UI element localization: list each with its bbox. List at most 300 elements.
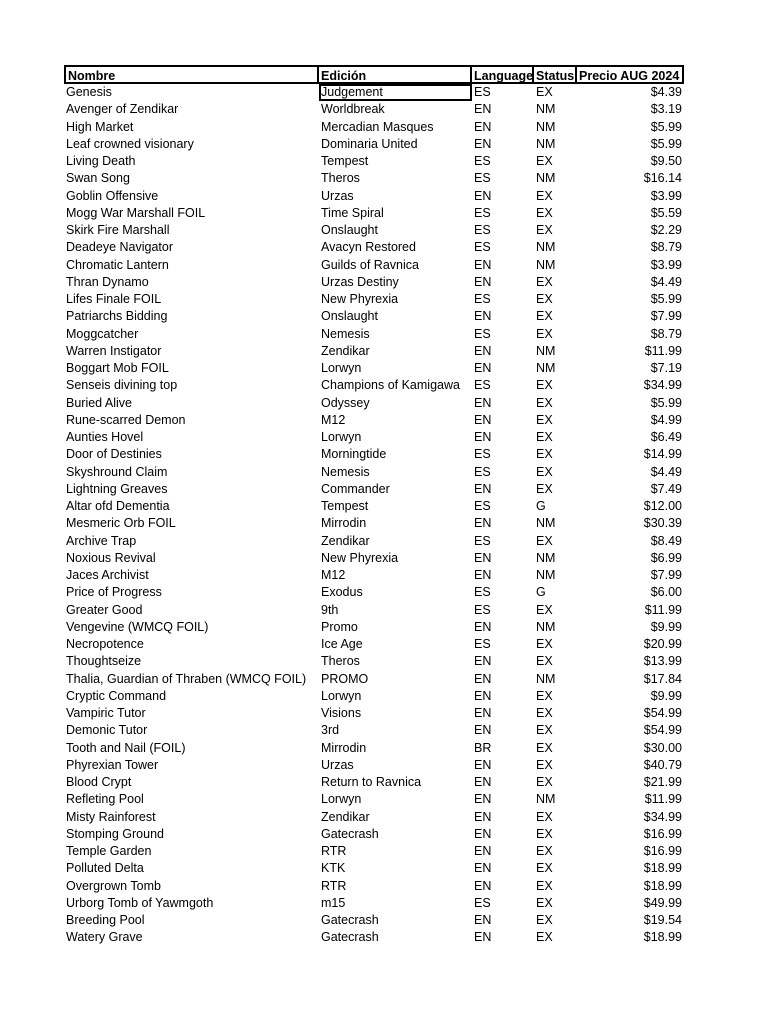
cell-nombre[interactable]: Skirk Fire Marshall: [66, 223, 170, 237]
cell-edicion[interactable]: Lorwyn: [321, 688, 362, 703]
cell-language[interactable]: ES: [474, 240, 491, 255]
table-row: [64, 584, 684, 601]
cell-status[interactable]: EX: [536, 412, 553, 427]
cell-status[interactable]: EX: [536, 378, 553, 393]
cell-language[interactable]: EN: [474, 844, 492, 858]
cell-nombre[interactable]: Skyshround Claim: [66, 464, 168, 479]
cell-language[interactable]: EN: [474, 671, 492, 686]
cell-status[interactable]: EX: [536, 844, 553, 858]
cell-nombre[interactable]: Patriarchs Bidding: [66, 309, 168, 324]
cell-language[interactable]: EN: [474, 309, 492, 324]
cell-nombre[interactable]: Urborg Tomb of Yawmgoth: [66, 895, 214, 910]
cell-language[interactable]: EN: [474, 257, 492, 272]
cell-language[interactable]: ES: [474, 171, 491, 186]
cell-precio[interactable]: $7.49: [650, 481, 682, 496]
cell-nombre[interactable]: Tooth and Nail (FOIL): [66, 740, 186, 755]
cell-precio[interactable]: $19.54: [643, 913, 682, 927]
cell-status[interactable]: NM: [536, 136, 556, 151]
table-row: [64, 705, 684, 722]
cell-precio[interactable]: $21.99: [643, 775, 682, 789]
cell-nombre[interactable]: Senseis divining top: [66, 378, 178, 393]
cell-status[interactable]: NM: [536, 257, 556, 272]
cell-nombre[interactable]: Swan Song: [66, 171, 130, 186]
cell-language[interactable]: EN: [474, 568, 492, 582]
table-row: [64, 809, 684, 826]
cell-language[interactable]: EN: [474, 654, 492, 669]
cell-language[interactable]: ES: [474, 326, 491, 341]
cell-nombre[interactable]: Altar ofd Dementia: [66, 499, 170, 513]
header-status[interactable]: Status: [534, 65, 577, 84]
cell-status[interactable]: EX: [536, 188, 553, 203]
cell-status[interactable]: EX: [536, 706, 553, 720]
cell-status[interactable]: G: [536, 499, 546, 513]
cell-nombre[interactable]: Deadeye Navigator: [66, 240, 174, 255]
cell-status[interactable]: G: [536, 585, 546, 600]
cell-nombre[interactable]: Noxious Revival: [66, 550, 156, 565]
cell-language[interactable]: EN: [474, 516, 492, 531]
cell-language[interactable]: EN: [474, 343, 492, 358]
cell-precio[interactable]: $18.99: [643, 861, 682, 876]
cell-edicion[interactable]: Lorwyn: [321, 430, 362, 444]
cell-precio[interactable]: $49.99: [643, 895, 682, 910]
header-nombre[interactable]: Nombre: [64, 65, 319, 84]
cell-language[interactable]: EN: [474, 861, 492, 876]
cell-precio[interactable]: $30.00: [643, 740, 682, 755]
cell-precio[interactable]: $4.49: [650, 464, 682, 479]
cell-language[interactable]: EN: [474, 809, 492, 824]
cell-language[interactable]: ES: [474, 223, 491, 237]
cell-precio[interactable]: $8.79: [650, 240, 682, 255]
table-body: [64, 84, 684, 947]
cell-nombre[interactable]: Living Death: [66, 154, 136, 168]
cell-language[interactable]: ES: [474, 464, 491, 479]
cell-status[interactable]: EX: [536, 602, 553, 617]
table-row: [64, 602, 684, 619]
header-language[interactable]: Language: [472, 65, 534, 84]
cell-nombre[interactable]: Mogg War Marshall FOIL: [66, 205, 206, 220]
table-row: [64, 84, 684, 101]
cell-status[interactable]: EX: [536, 309, 553, 324]
cell-edicion[interactable]: Urzas: [321, 757, 354, 772]
cell-edicion[interactable]: Mirrodin: [321, 740, 367, 755]
cell-edicion[interactable]: Tempest: [321, 154, 369, 168]
cell-language[interactable]: EN: [474, 550, 492, 565]
cell-precio[interactable]: $11.99: [644, 792, 682, 807]
cell-nombre[interactable]: High Market: [66, 119, 134, 134]
cell-language[interactable]: EN: [474, 188, 492, 203]
table-row: [64, 757, 684, 774]
cell-nombre[interactable]: Greater Good: [66, 602, 143, 617]
table-row: [64, 550, 684, 567]
cell-status[interactable]: EX: [536, 654, 553, 669]
cell-nombre[interactable]: Thran Dynamo: [66, 274, 149, 289]
cell-language[interactable]: BR: [474, 740, 492, 755]
cell-status[interactable]: EX: [536, 533, 553, 548]
table-row: [64, 481, 684, 498]
cell-nombre[interactable]: Avenger of Zendikar: [66, 102, 179, 117]
cell-nombre[interactable]: Blood Crypt: [66, 775, 132, 789]
cell-nombre[interactable]: Goblin Offensive: [66, 188, 159, 203]
cell-precio[interactable]: $4.49: [650, 274, 682, 289]
cell-nombre[interactable]: Aunties Hovel: [66, 430, 144, 444]
cell-language[interactable]: ES: [474, 602, 491, 617]
cell-nombre[interactable]: Genesis: [66, 85, 112, 99]
cell-status[interactable]: EX: [536, 447, 553, 462]
cell-status[interactable]: EX: [536, 740, 553, 755]
cell-precio[interactable]: $11.99: [644, 602, 682, 617]
cell-status[interactable]: EX: [536, 395, 553, 410]
cell-edicion[interactable]: 3rd: [321, 723, 340, 738]
cell-nombre[interactable]: Price of Progress: [66, 585, 162, 600]
cell-status[interactable]: EX: [536, 274, 553, 289]
cell-status[interactable]: EX: [536, 85, 553, 99]
cell-language[interactable]: EN: [474, 136, 492, 151]
cell-language[interactable]: ES: [474, 533, 491, 548]
cell-status[interactable]: EX: [536, 826, 553, 841]
table-row: [64, 653, 684, 670]
cell-precio[interactable]: $17.84: [643, 671, 682, 686]
cell-status[interactable]: EX: [536, 464, 553, 479]
cell-precio[interactable]: $9.99: [650, 619, 682, 634]
cell-nombre[interactable]: Archive Trap: [66, 533, 137, 548]
table-row: [64, 205, 684, 222]
cell-nombre[interactable]: Cryptic Command: [66, 688, 167, 703]
cell-precio[interactable]: $16.99: [643, 844, 682, 858]
cell-nombre[interactable]: Boggart Mob FOIL: [66, 361, 169, 375]
cell-nombre[interactable]: Phyrexian Tower: [66, 757, 159, 772]
cell-nombre[interactable]: Vengevine (WMCQ FOIL): [66, 619, 209, 634]
cell-edicion[interactable]: Gatecrash: [321, 930, 379, 945]
table-row: [64, 343, 684, 360]
table-row: [64, 860, 684, 877]
cell-language[interactable]: ES: [474, 205, 491, 220]
table-row: [64, 377, 684, 394]
cell-status[interactable]: EX: [536, 861, 553, 876]
table-row: [64, 533, 684, 550]
cell-language[interactable]: EN: [474, 792, 492, 807]
cell-edicion[interactable]: Zendikar: [321, 533, 370, 548]
cell-status[interactable]: NM: [536, 516, 556, 531]
cell-edicion[interactable]: Nemesis: [321, 464, 370, 479]
cell-edicion[interactable]: Zendikar: [321, 343, 370, 358]
table-row: [64, 912, 684, 929]
cell-edicion[interactable]: KTK: [321, 861, 346, 876]
cell-precio[interactable]: $40.79: [643, 757, 682, 772]
cell-precio[interactable]: $18.99: [643, 878, 682, 893]
cell-status[interactable]: EX: [536, 757, 553, 772]
cell-precio[interactable]: $8.49: [650, 533, 682, 548]
header-row: [64, 65, 684, 84]
table-row: [64, 239, 684, 256]
cell-precio[interactable]: $20.99: [643, 637, 682, 651]
cell-precio[interactable]: $5.99: [650, 136, 682, 151]
cell-language[interactable]: ES: [474, 637, 491, 651]
cell-status[interactable]: NM: [536, 171, 556, 186]
cell-language[interactable]: EN: [474, 481, 492, 496]
cell-edicion[interactable]: Visions: [321, 706, 362, 720]
cell-precio[interactable]: $4.99: [650, 412, 682, 427]
table-row: [64, 291, 684, 308]
cell-status[interactable]: NM: [536, 119, 556, 134]
cell-precio[interactable]: $5.99: [650, 395, 682, 410]
table-row: [64, 222, 684, 239]
cell-language[interactable]: EN: [474, 274, 492, 289]
cell-edicion[interactable]: RTR: [321, 878, 347, 893]
cell-edicion[interactable]: Guilds of Ravnica: [321, 257, 419, 272]
header-precio[interactable]: Precio AUG 2024: [577, 65, 684, 84]
cell-status[interactable]: EX: [536, 205, 553, 220]
cell-edicion[interactable]: Ice Age: [321, 637, 363, 651]
table-row: [64, 878, 684, 895]
cell-nombre[interactable]: Breeding Pool: [66, 913, 145, 927]
cell-precio[interactable]: $34.99: [643, 809, 682, 824]
cell-language[interactable]: ES: [474, 585, 491, 600]
cell-language[interactable]: EN: [474, 619, 492, 634]
cell-language[interactable]: EN: [474, 930, 492, 945]
cell-status[interactable]: EX: [536, 688, 553, 703]
cell-nombre[interactable]: Rune-scarred Demon: [66, 412, 186, 427]
cell-nombre[interactable]: Demonic Tutor: [66, 723, 148, 738]
cell-language[interactable]: ES: [474, 85, 491, 99]
cell-language[interactable]: EN: [474, 102, 492, 117]
cell-nombre[interactable]: Thoughtseize: [66, 654, 142, 669]
cell-edicion[interactable]: Champions of Kamigawa: [321, 378, 460, 393]
cell-edicion[interactable]: New Phyrexia: [321, 550, 399, 565]
cell-status[interactable]: EX: [536, 809, 553, 824]
cell-precio[interactable]: $3.99: [650, 257, 682, 272]
table-row: [64, 446, 684, 463]
cell-precio[interactable]: $2.29: [650, 223, 682, 237]
cell-precio[interactable]: $13.99: [643, 654, 682, 669]
table-row: [64, 619, 684, 636]
cell-precio[interactable]: $9.50: [650, 154, 682, 168]
cell-edicion[interactable]: 9th: [321, 602, 339, 617]
table-row: [64, 153, 684, 170]
cell-precio[interactable]: $11.99: [644, 343, 682, 358]
cell-edicion[interactable]: Zendikar: [321, 809, 370, 824]
cell-precio[interactable]: $30.39: [643, 516, 682, 531]
cell-precio[interactable]: $54.99: [643, 706, 682, 720]
table-row: [64, 929, 684, 946]
cell-edicion[interactable]: Theros: [321, 171, 360, 186]
cell-edicion[interactable]: New Phyrexia: [321, 292, 399, 306]
cell-precio[interactable]: $5.99: [650, 292, 682, 306]
cell-edicion[interactable]: Avacyn Restored: [321, 240, 416, 255]
cell-status[interactable]: NM: [536, 343, 556, 358]
cell-language[interactable]: EN: [474, 913, 492, 927]
cell-precio[interactable]: $12.00: [643, 499, 682, 513]
cell-status[interactable]: EX: [536, 930, 553, 945]
cell-language[interactable]: EN: [474, 361, 492, 375]
cell-precio[interactable]: $18.99: [643, 930, 682, 945]
cell-nombre[interactable]: Polluted Delta: [66, 861, 144, 876]
header-edicion[interactable]: Edición: [319, 65, 472, 84]
cell-edicion[interactable]: Mirrodin: [321, 516, 367, 531]
cell-status[interactable]: NM: [536, 792, 556, 807]
cell-status[interactable]: EX: [536, 775, 553, 789]
cell-status[interactable]: NM: [536, 550, 556, 565]
cell-nombre[interactable]: Stomping Ground: [66, 826, 164, 841]
table-row: [64, 636, 684, 653]
cell-edicion[interactable]: Urzas Destiny: [321, 274, 399, 289]
cell-precio[interactable]: $9.99: [650, 688, 682, 703]
cell-language[interactable]: EN: [474, 878, 492, 893]
cell-edicion[interactable]: Judgement: [319, 84, 472, 101]
cell-precio[interactable]: $3.99: [650, 188, 682, 203]
cell-status[interactable]: EX: [536, 723, 553, 738]
cell-edicion[interactable]: Tempest: [321, 499, 369, 513]
cell-edicion[interactable]: Commander: [321, 481, 390, 496]
table-row: [64, 188, 684, 205]
cell-language[interactable]: ES: [474, 499, 491, 513]
cell-language[interactable]: EN: [474, 430, 492, 444]
cell-edicion[interactable]: RTR: [321, 844, 347, 858]
cell-status[interactable]: EX: [536, 895, 553, 910]
cell-edicion[interactable]: PROMO: [321, 671, 369, 686]
cell-edicion[interactable]: M12: [321, 568, 346, 582]
cell-language[interactable]: EN: [474, 412, 492, 427]
table-row: [64, 308, 684, 325]
cell-language[interactable]: EN: [474, 723, 492, 738]
cell-edicion[interactable]: Onslaught: [321, 223, 378, 237]
cell-status[interactable]: NM: [536, 619, 556, 634]
cell-precio[interactable]: $6.99: [650, 550, 682, 565]
cell-status[interactable]: EX: [536, 326, 553, 341]
cell-nombre[interactable]: Chromatic Lantern: [66, 257, 169, 272]
cell-edicion[interactable]: Exodus: [321, 585, 363, 600]
cell-status[interactable]: EX: [536, 637, 553, 651]
cell-language[interactable]: EN: [474, 395, 492, 410]
cell-precio[interactable]: $16.14: [643, 171, 682, 186]
cell-precio[interactable]: $8.79: [650, 326, 682, 341]
table-row: [64, 395, 684, 412]
cell-nombre[interactable]: Temple Garden: [66, 844, 152, 858]
cell-status[interactable]: NM: [536, 361, 556, 375]
cell-edicion[interactable]: Theros: [321, 654, 360, 669]
table-row: [64, 826, 684, 843]
cell-language[interactable]: EN: [474, 706, 492, 720]
cell-edicion[interactable]: Dominaria United: [321, 136, 418, 151]
cell-language[interactable]: ES: [474, 895, 491, 910]
card-price-table: [64, 65, 684, 947]
cell-status[interactable]: NM: [536, 671, 556, 686]
cell-nombre[interactable]: Leaf crowned visionary: [66, 136, 194, 151]
cell-precio[interactable]: $5.99: [650, 119, 682, 134]
cell-status[interactable]: EX: [536, 913, 553, 927]
cell-precio[interactable]: $7.19: [650, 361, 682, 375]
table-row: [64, 791, 684, 808]
cell-edicion[interactable]: Worldbreak: [321, 102, 385, 117]
cell-nombre[interactable]: Lifes Finale FOIL: [66, 292, 162, 306]
cell-edicion[interactable]: m15: [321, 895, 346, 910]
cell-nombre[interactable]: Watery Grave: [66, 930, 143, 945]
cell-edicion[interactable]: Gatecrash: [321, 913, 379, 927]
cell-nombre[interactable]: Mesmeric Orb FOIL: [66, 516, 176, 531]
cell-edicion[interactable]: Mercadian Masques: [321, 119, 434, 134]
cell-precio[interactable]: $6.00: [650, 585, 682, 600]
cell-precio[interactable]: $7.99: [650, 309, 682, 324]
cell-language[interactable]: EN: [474, 688, 492, 703]
cell-edicion[interactable]: Gatecrash: [321, 826, 379, 841]
table-row: [64, 567, 684, 584]
cell-status[interactable]: EX: [536, 223, 553, 237]
cell-status[interactable]: NM: [536, 102, 556, 117]
cell-language[interactable]: EN: [474, 757, 492, 772]
cell-status[interactable]: EX: [536, 878, 553, 893]
cell-precio[interactable]: $34.99: [643, 378, 682, 393]
cell-language[interactable]: EN: [474, 826, 492, 841]
cell-precio[interactable]: $14.99: [643, 447, 682, 462]
cell-nombre[interactable]: Misty Rainforest: [66, 809, 156, 824]
table-row: [64, 257, 684, 274]
cell-language[interactable]: EN: [474, 775, 492, 789]
cell-status[interactable]: EX: [536, 430, 553, 444]
table-row: [64, 688, 684, 705]
table-row: [64, 136, 684, 153]
table-row: [64, 326, 684, 343]
cell-precio[interactable]: $16.99: [643, 826, 682, 841]
table-row: [64, 101, 684, 118]
cell-edicion[interactable]: Urzas: [321, 188, 354, 203]
cell-language[interactable]: ES: [474, 378, 491, 393]
cell-nombre[interactable]: Necropotence: [66, 637, 144, 651]
table-row: [64, 498, 684, 515]
cell-nombre[interactable]: Warren Instigator: [66, 343, 162, 358]
cell-nombre[interactable]: Vampiric Tutor: [66, 706, 146, 720]
cell-edicion[interactable]: Lorwyn: [321, 792, 362, 807]
cell-language[interactable]: ES: [474, 292, 491, 306]
table-row: [64, 119, 684, 136]
cell-edicion[interactable]: M12: [321, 412, 346, 427]
cell-status[interactable]: EX: [536, 481, 553, 496]
cell-precio[interactable]: $5.59: [650, 205, 682, 220]
cell-nombre[interactable]: Door of Destinies: [66, 447, 162, 462]
table-row: [64, 515, 684, 532]
cell-status[interactable]: EX: [536, 292, 553, 306]
table-row: [64, 722, 684, 739]
cell-nombre[interactable]: Moggcatcher: [66, 326, 139, 341]
cell-nombre[interactable]: Overgrown Tomb: [66, 878, 161, 893]
cell-precio[interactable]: $6.49: [650, 430, 682, 444]
cell-edicion[interactable]: Morningtide: [321, 447, 387, 462]
table-row: [64, 274, 684, 291]
cell-edicion[interactable]: Nemesis: [321, 326, 370, 341]
cell-precio[interactable]: $7.99: [650, 568, 682, 582]
cell-status[interactable]: NM: [536, 240, 556, 255]
cell-precio[interactable]: $4.39: [650, 85, 682, 99]
cell-status[interactable]: NM: [536, 568, 556, 582]
cell-edicion[interactable]: Return to Ravnica: [321, 775, 422, 789]
cell-status[interactable]: EX: [536, 154, 553, 168]
cell-edicion[interactable]: Onslaught: [321, 309, 378, 324]
cell-nombre[interactable]: Thalia, Guardian of Thraben (WMCQ FOIL): [66, 671, 307, 686]
cell-precio[interactable]: $54.99: [643, 723, 682, 738]
cell-nombre[interactable]: Refleting Pool: [66, 792, 144, 807]
cell-nombre[interactable]: Buried Alive: [66, 395, 133, 410]
cell-edicion[interactable]: Lorwyn: [321, 361, 362, 375]
cell-nombre[interactable]: Lightning Greaves: [66, 481, 168, 496]
table-row: [64, 740, 684, 757]
cell-language[interactable]: ES: [474, 154, 491, 168]
cell-language[interactable]: EN: [474, 119, 492, 134]
cell-edicion[interactable]: Promo: [321, 619, 358, 634]
cell-edicion[interactable]: Odyssey: [321, 395, 370, 410]
cell-language[interactable]: ES: [474, 447, 491, 462]
cell-nombre[interactable]: Jaces Archivist: [66, 568, 149, 582]
table-row: [64, 170, 684, 187]
cell-edicion[interactable]: Time Spiral: [321, 205, 384, 220]
cell-precio[interactable]: $3.19: [650, 102, 682, 117]
